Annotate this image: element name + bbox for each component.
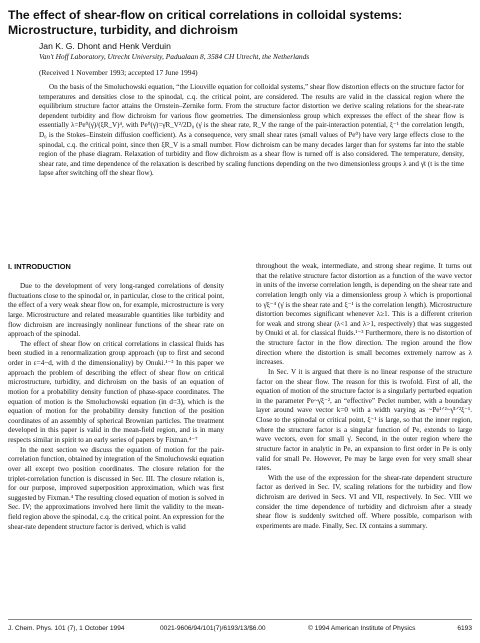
paper-title: The effect of shear-flow on critical correlations in colloidal systems: Microstructure, turbidity, and dichroism bbox=[8, 8, 403, 37]
article-code: 0021-9606/94/101(7)/6193/13/$6.00 bbox=[160, 625, 266, 632]
footer-rule bbox=[8, 619, 472, 620]
page-number: 6193 bbox=[457, 625, 472, 632]
copyright: © 1994 American Institute of Physics bbox=[308, 625, 416, 632]
authors: Jan K. G. Dhont and Henk Verduin bbox=[39, 41, 171, 51]
journal-citation: J. Chem. Phys. 101 (7), 1 October 1994 bbox=[8, 625, 125, 632]
left-column bbox=[8, 262, 224, 532]
intro-paragraph-1: Due to the development of very long-ranged correlations of density fluctuations close to the spinodal or, in particular, close to the critical point, the effect of a very weak shear flow on, for example, microstructure is very large. Microstructure and related measurable quantities like turbidity and flow dichroism are increasingly nonlinear functions of the shear rate on approach of the spinodal. bbox=[8, 282, 224, 339]
intro-paragraph-4: throughout the weak, intermediate, and strong shear regime. It turns out that the relative structure factor distortion as a function of the wave vector in units of the inverse correlation length, is depending on the shear rate and correlation length only via a dimensionless group λ which is proportional to γ̇ξ⁻⁴ (γ̇ is the shear rate and ξ⁻¹ is the correlation length). Microstructure distortion becomes significant whenever λ≥1. This is a different criterion for weak and strong shear (λ<1 and λ>1, respectively) that was suggested by Onuki et al. for classical fluids.¹⁻³ Furthermore, there is no distortion of the structure factor in the flow direction. The region around the flow direction where the distortion is small becomes extremely narrow as λ increases. bbox=[256, 262, 472, 367]
intro-paragraph-6: With the use of the expression for the shear-rate dependent structure factor as derived in Sec. IV, scaling relations for the turbidity and flow dichroism are derived in Secs. VI and VII, respectively. In Sec. VIII we consider the time dependence of turbidity and dichroism after a steady shear flow is suddenly switched off. Where possible, comparison with experiments are made. Finally, Sec. IX contains a summary. bbox=[256, 473, 472, 530]
received-dates: (Received 1 November 1993; accepted 17 June 1994) bbox=[39, 68, 198, 77]
intro-paragraph-2: The effect of shear flow on critical correlations in classical fluids has been studied in a renormalization group approach (up to first and second order in ε=4−d, with d the dimensionality) by Onuki.¹⁻³ In this paper we approach the problem of describing the effect of shear flow on critical microstructure, turbidity, and dichroism on the basis of an equation of motion for a probability density function of phase-space coordinates. The equation of motion is the Smoluchowski equation (in d=3), which is the equation of motion for the probability density function of the position coordinates of an assembly of spherical Brownian particles. The treatment developed in this paper is valid in the mean-field region, and is in many respects similar in spirit to an early series of papers by Fixman.⁴⁻⁷ bbox=[8, 339, 224, 444]
intro-paragraph-5: In Sec. V it is argued that there is no linear response of the structure factor on the shear flow. The reason for this is twofold. First of all, the equation of motion of the structure factor is a singularly perturbed equation in the parameter Pe~γ̇ξ⁻², an “effective” Peclet number, with a boundary layer around wave vector k=0 with a width varying as ~Pe¹ᐟ²~γ̇¹ᐟ²ξ⁻¹. Close to the spinodal or critical point, ξ⁻¹ is large, so that the inner region, where the structure factor is a singular function of Pe, extends to large wave vectors, even for small γ̇. Second, in the outer region where the structure factor in analytic in Pe, an expansion to first order in Pe is only valid for small Pe. However, Pe may be large even for very small shear rates. bbox=[256, 367, 472, 473]
affiliation: Van't Hoff Laboratory, Utrecht University, Padualaan 8, 3584 CH Utrecht, the Netherlands bbox=[39, 52, 310, 61]
section-heading-introduction: I. INTRODUCTION bbox=[8, 262, 71, 271]
page-footer bbox=[8, 623, 472, 635]
intro-paragraph-3: In the next section we discuss the equation of motion for the pair-correlation function, obtained by integration of the Smoluchowski equation over all except two position coordinates. The closure relation for the triplet-correlation function is discussed in Sec. III. The closure relation is, for our purpose, improved superposition approximation, which was first suggested by Fixman.⁴ The resulting closed equation of motion is solved in Sec. IV; the approximations involved here limit the validity to the mean-field region above the spinodal, c.q. the critical point. An expression for the shear-rate dependent structure factor is derived, which is valid bbox=[8, 445, 224, 531]
abstract: On the basis of the Smoluchowski equation, “the Liouville equation for colloidal systems,” shear flow distortion effects on the structure factor for temperatures and densities close to the spinodal, c.q. the critical point, are considered. The results are valid in the classical region where the equilibrium structure factor attains the Ornstein–Zernike form. From the structure factor distortion we derive scaling relations for the shear-rate dependent turbidity and flow dichroism for various flow geometries. The dimensionless group which expresses the effect of the shear flow is essentially λ=Pe⁰(γ̇)/(ξR_V)⁴, with Pe⁰(γ̇)=γ̇R_V²/2D₀ (γ̇ is the shear rate, R_V the range of the pair-interaction potential, ξ⁻¹ the correlation length, D₀ is the Stokes–Einstein diffusion coefficient). As a consequence, very small shear rates (small values of Pe⁰) have very large effects close to the spinodal, c.q. the critical point, since then ξR_V is a small number. Flow dichroism can be many decades larger than for systems far into the stable region of the phase diagram. Relaxation of turbidity and flow dichroism as a shear flow is turned off is also considered. The temperature, density, shear rate, and time dependence of the relaxation is described by scaling functions depending on the two dimensionless groups λ and γ̇t (t is the time lapse after switching off the shear flow). bbox=[39, 83, 464, 178]
right-column bbox=[256, 262, 472, 532]
